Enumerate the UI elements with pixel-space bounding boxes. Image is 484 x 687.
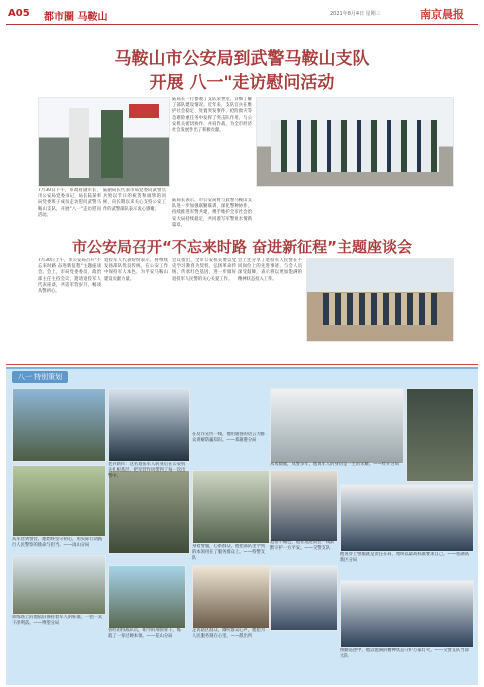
gallery-photo-2 <box>108 388 190 462</box>
gallery-photo-4 <box>406 388 474 482</box>
gallery-photo-9 <box>340 484 474 552</box>
gallery-photo-13 <box>270 565 338 631</box>
headline-line-1: 马鞍山市公安局到武警马鞍山支队 <box>114 49 370 69</box>
gallery-caption: 从军营到警营，他始终坚守初心，用实际行动践行人民警察的使命与担当。——雨山分局 <box>12 537 103 548</box>
gallery-caption: 退伍不褪色，他在巡逻防控一线默默守护一方平安。——交警支队 <box>270 540 335 551</box>
gallery-caption: 在反诈宣传一线，他用通俗的语言为群众讲解防骗知识。——郑蒲港分局 <box>192 432 266 443</box>
article1-col2: 陆副局长代表市局党委向武警官兵致以节日的祝贺和诚挚的问候，向长期以来关心支持公安工作的武警部队表示衷心感谢。 <box>103 188 166 212</box>
gallery-photo-1 <box>12 388 106 462</box>
gallery-caption: 他说穿上警服就是责任在肩，始终以最高标准要求自己。——慈湖高新区分局 <box>340 552 469 563</box>
article1-photo-left <box>38 97 170 187</box>
article1-photo-right <box>256 97 454 187</box>
article2-col3: 会议指出，全市公安机关要以党史学习教育为契机，弘扬革命传统，传承红色基因，进一步做好退役军人民警的关心关爱工作。 <box>172 258 236 282</box>
article2-col1: 7月30日上午，市公安局召开"不忘来时路 奋进新征程"主题座谈会。会上，市局党委委员、政治部主任主持会议，邀请退役军人代表座谈，共话军营岁月、畅谈从警初心。 <box>38 258 101 295</box>
gallery-photo-5 <box>12 465 106 537</box>
headline-line-2: 开展 八一"走访慰问活动 <box>149 73 335 93</box>
newspaper-brand: 南京晨报 <box>420 8 464 21</box>
gallery-photo-10 <box>12 555 106 615</box>
gallery-caption: 身着警服，心系群众，他把部队里学到的本领用在了服务群众上。——特警支队 <box>192 544 266 561</box>
gallery-caption: 执勤巡逻中，他以饱满的精神状态守护万家灯火。——交警支队当涂大队 <box>340 648 469 659</box>
gallery-photo-7 <box>192 470 270 544</box>
gallery-photo-12 <box>192 565 270 629</box>
article2-col4: 会上还分享了退役军人民警在不同岗位上的先进事迹，与会人员深受鼓舞，表示将以更加饱满的精神状态投入工作。 <box>238 258 302 282</box>
headline-article2: 市公安局召开“不忘来时路 奋进新征程”主题座谈会 <box>72 238 412 256</box>
gallery-caption: 走访辖区群众，倾听群众心声，他把为人民服务刻在心里。——派出所 <box>192 628 266 639</box>
article2-col2: 退役军人代表纷纷表示，将继续发扬部队优良传统，在公安工作中保持军人本色，为平安马鞍山建设贡献力量。 <box>104 258 168 282</box>
gallery-photo-3 <box>270 388 404 464</box>
article1-col1: 7月30日下午，市政府副市长、市公安局党委书记、局长陆某率局党委班子成员走访慰问武警马鞍山支队，开展"八一"走访慰问活动。 <box>38 188 101 218</box>
section-name: 都市圈 马鞍山 <box>44 12 108 23</box>
gallery-tag: 八一 特别策划 <box>12 371 68 383</box>
article1-col4: 陆局长表示，市公安局将与武警马鞍山支队进一步加强联勤联训，深化警种协作，持续推进军警共建，携手维护全市社会治安大局持续稳定，共同谱写军警鱼水情新篇章。 <box>172 198 252 228</box>
article2-photo <box>306 258 454 342</box>
gallery-caption: 训练场上的他依旧保持着军人的标准，一招一式干净利落。——博望分局 <box>12 615 103 626</box>
article1-col3: 陆局长一行参观了支队荣誉室，详细了解了部队建设情况。近年来，支队官兵在维护社会稳定、处置突发事件、抢险救灾等急难险重任务中发挥了突击队作用，与公安机关密切协作、并肩作战，为全市经济社会发展作出了积极贡献。 <box>172 97 252 134</box>
gallery-caption: 曾经的特战队员，如今的刑侦骨干，练就了一身过硬本领。——花山分局 <box>108 628 182 639</box>
issue-date: 2021年8月4日 星期三 <box>330 11 381 17</box>
gallery-caption: 老兵新传：这名退伍军人转业后在公安机关扎根基层，把军营作风带到了每一次出警中。 <box>108 462 186 479</box>
page-number: A05 <box>8 8 30 19</box>
gallery-caption: 从戎数载，从警多年，他说军人的身份是一生的荣耀。——经开分局 <box>270 462 399 467</box>
section-divider <box>6 364 478 365</box>
gallery-photo-14 <box>340 580 474 648</box>
gallery-photo-11 <box>108 565 186 629</box>
